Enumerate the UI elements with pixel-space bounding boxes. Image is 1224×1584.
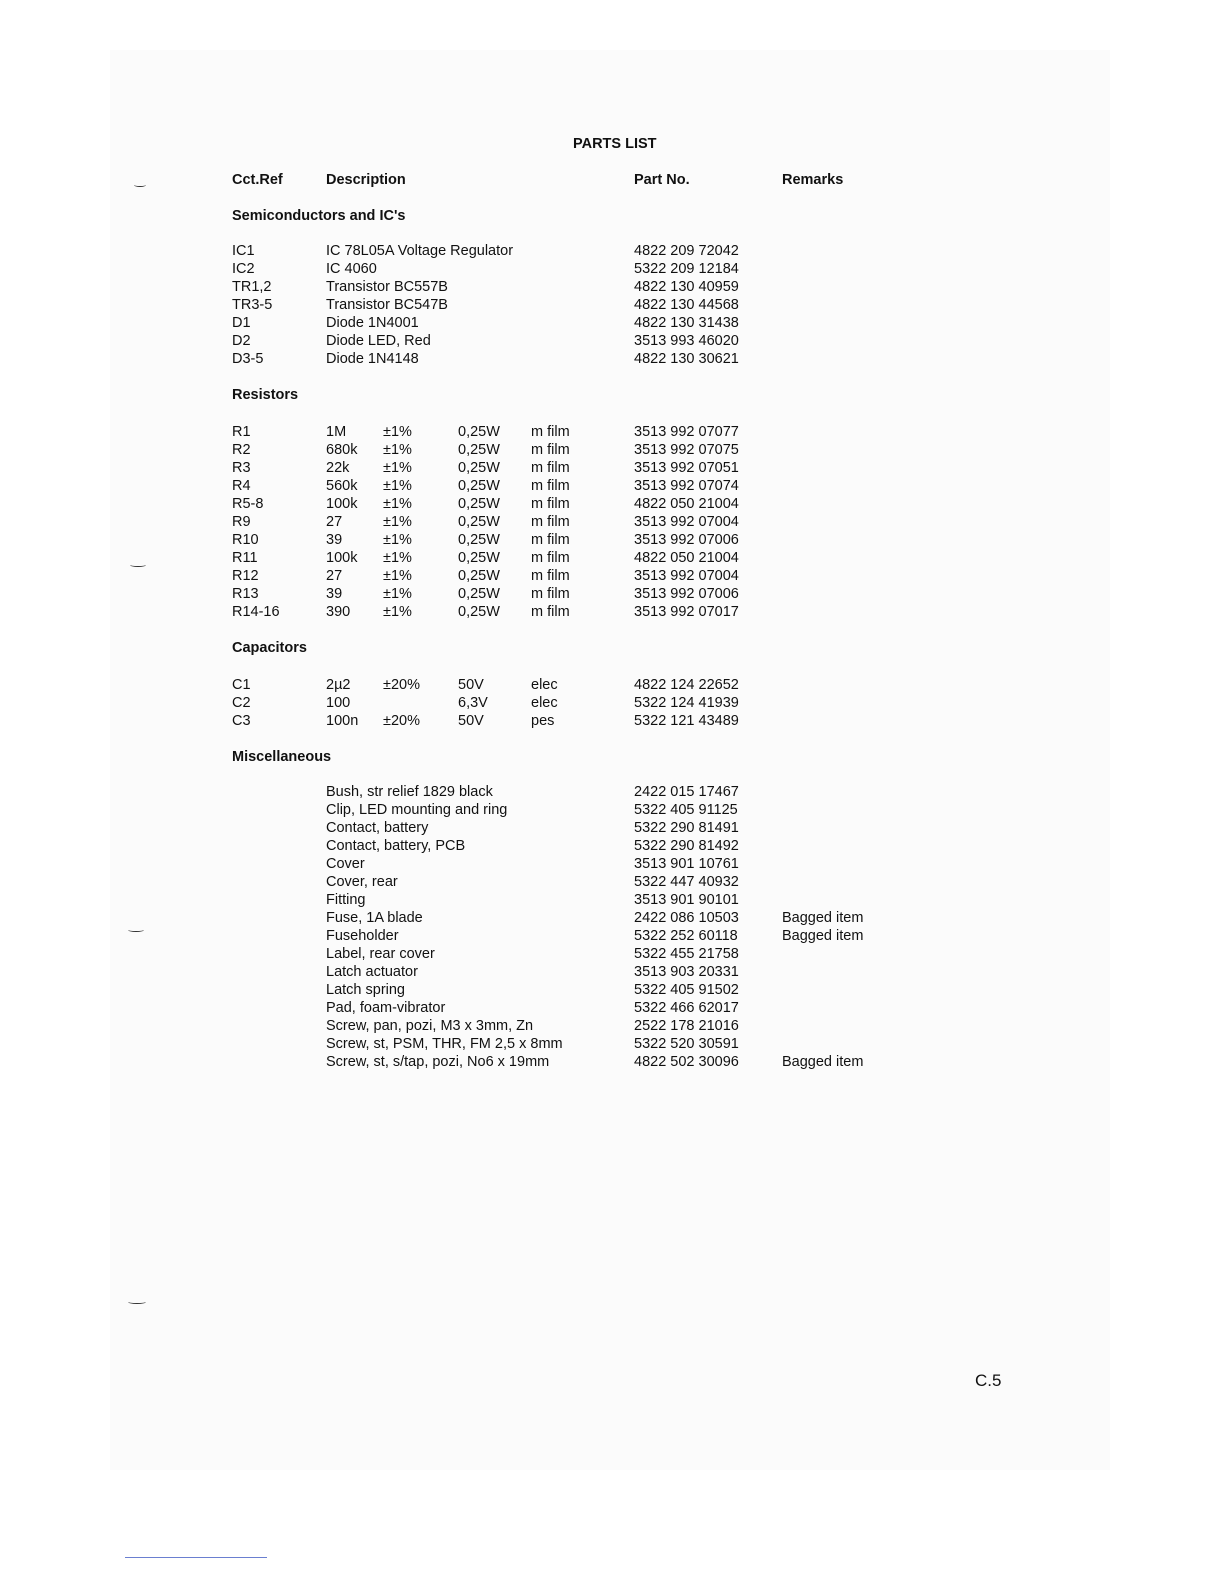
part-number: 3513 992 07006 (634, 532, 739, 548)
table-row (0, 567, 1224, 585)
table-row (0, 459, 1224, 477)
cct-ref: R10 (232, 532, 259, 548)
description: Transistor BC557B (326, 279, 448, 295)
table-row (0, 549, 1224, 567)
divider-line (125, 1557, 267, 1558)
cct-ref: R9 (232, 514, 251, 530)
cct-ref: R1 (232, 424, 251, 440)
part-number: 5322 520 30591 (634, 1036, 739, 1052)
description: Cover, rear (326, 874, 398, 890)
table-row (0, 350, 1224, 368)
component-type: m film (531, 604, 570, 620)
cct-ref: IC1 (232, 243, 255, 259)
value: 100 (326, 695, 351, 711)
value: 680k (326, 442, 358, 458)
description: Diode LED, Red (326, 333, 431, 349)
table-row (0, 242, 1224, 260)
table-row (0, 1035, 1224, 1053)
table-row (0, 676, 1224, 694)
tolerance: ±1% (383, 496, 412, 512)
component-type: m film (531, 478, 570, 494)
description: Contact, battery (326, 820, 429, 836)
description: Fuseholder (326, 928, 399, 944)
part-number: 3513 992 07075 (634, 442, 739, 458)
tolerance: ±1% (383, 604, 412, 620)
scan-mark (128, 1300, 146, 1304)
part-number: 4822 124 22652 (634, 677, 739, 693)
table-row (0, 873, 1224, 891)
table-row (0, 891, 1224, 909)
part-number: 5322 447 40932 (634, 874, 739, 890)
part-number: 3513 992 07004 (634, 568, 739, 584)
rating: 0,25W (458, 586, 500, 602)
rating: 50V (458, 713, 484, 729)
rating: 0,25W (458, 532, 500, 548)
table-row (0, 694, 1224, 712)
header-description: Description (326, 172, 406, 188)
cct-ref: C1 (232, 677, 251, 693)
table-row (0, 999, 1224, 1017)
value: 560k (326, 478, 358, 494)
rating: 0,25W (458, 604, 500, 620)
description: Fuse, 1A blade (326, 910, 423, 926)
value: 22k (326, 460, 350, 476)
header-part-no: Part No. (634, 172, 690, 188)
component-type: m film (531, 460, 570, 476)
value: 390 (326, 604, 351, 620)
cct-ref: R3 (232, 460, 251, 476)
table-row (0, 783, 1224, 801)
remarks: Bagged item (782, 1054, 864, 1070)
component-type: pes (531, 713, 555, 729)
rating: 0,25W (458, 514, 500, 530)
component-type: m film (531, 442, 570, 458)
component-type: m film (531, 586, 570, 602)
description: Diode 1N4148 (326, 351, 419, 367)
table-row (0, 531, 1224, 549)
description: Latch actuator (326, 964, 418, 980)
tolerance: ±1% (383, 532, 412, 548)
component-type: elec (531, 677, 558, 693)
description: Diode 1N4001 (326, 315, 419, 331)
part-number: 4822 130 40959 (634, 279, 739, 295)
part-number: 5322 466 62017 (634, 1000, 739, 1016)
table-row (0, 819, 1224, 837)
part-number: 3513 993 46020 (634, 333, 739, 349)
cct-ref: R14-16 (232, 604, 280, 620)
value: 100k (326, 550, 358, 566)
component-type: m film (531, 496, 570, 512)
part-number: 2422 015 17467 (634, 784, 739, 800)
remarks: Bagged item (782, 910, 864, 926)
description: IC 4060 (326, 261, 377, 277)
rating: 50V (458, 677, 484, 693)
rating: 0,25W (458, 424, 500, 440)
cct-ref: D2 (232, 333, 251, 349)
value: 2µ2 (326, 677, 351, 693)
section-title-resistors: Resistors (232, 387, 299, 403)
part-number: 3513 992 07017 (634, 604, 739, 620)
part-number: 3513 901 10761 (634, 856, 739, 872)
table-row (0, 855, 1224, 873)
part-number: 4822 130 30621 (634, 351, 739, 367)
value: 1M (326, 424, 347, 440)
part-number: 2522 178 21016 (634, 1018, 739, 1034)
description: Cover (326, 856, 365, 872)
table-row (0, 712, 1224, 730)
description: Clip, LED mounting and ring (326, 802, 508, 818)
cct-ref: R5-8 (232, 496, 264, 512)
description: Screw, pan, pozi, M3 x 3mm, Zn (326, 1018, 534, 1034)
table-row (0, 963, 1224, 981)
cct-ref: D1 (232, 315, 251, 331)
part-number: 3513 992 07006 (634, 586, 739, 602)
table-row (0, 981, 1224, 999)
description: Label, rear cover (326, 946, 435, 962)
description: Bush, str relief 1829 black (326, 784, 493, 800)
part-number: 3513 901 90101 (634, 892, 739, 908)
part-number: 5322 252 60118 (634, 928, 738, 944)
part-number: 3513 903 20331 (634, 964, 739, 980)
table-row (0, 927, 1224, 945)
part-number: 5322 405 91125 (634, 802, 738, 818)
part-number: 5322 455 21758 (634, 946, 739, 962)
remarks: Bagged item (782, 928, 864, 944)
table-row (0, 477, 1224, 495)
part-number: 4822 050 21004 (634, 496, 739, 512)
description: Contact, battery, PCB (326, 838, 466, 854)
header-cct-ref: Cct.Ref (232, 172, 283, 188)
value: 100k (326, 496, 358, 512)
part-number: 4822 209 72042 (634, 243, 739, 259)
part-number: 2422 086 10503 (634, 910, 739, 926)
part-number: 3513 992 07074 (634, 478, 739, 494)
cct-ref: R11 (232, 550, 258, 566)
description: Transistor BC547B (326, 297, 448, 313)
part-number: 5322 405 91502 (634, 982, 739, 998)
tolerance: ±1% (383, 550, 412, 566)
rating: 0,25W (458, 496, 500, 512)
table-row (0, 332, 1224, 350)
description: IC 78L05A Voltage Regulator (326, 243, 514, 259)
table-row (0, 296, 1224, 314)
tolerance: ±1% (383, 514, 412, 530)
table-row (0, 441, 1224, 459)
tolerance: ±1% (383, 568, 412, 584)
cct-ref: R13 (232, 586, 259, 602)
tolerance: ±1% (383, 478, 412, 494)
description: Screw, st, PSM, THR, FM 2,5 x 8mm (326, 1036, 563, 1052)
cct-ref: TR3-5 (232, 297, 273, 313)
section-title-capacitors: Capacitors (232, 640, 307, 656)
table-row (0, 585, 1224, 603)
component-type: m film (531, 568, 570, 584)
value: 100n (326, 713, 359, 729)
table-row (0, 278, 1224, 296)
table-row (0, 423, 1224, 441)
part-number: 5322 290 81492 (634, 838, 739, 854)
table-row (0, 603, 1224, 621)
table-row (0, 801, 1224, 819)
rating: 0,25W (458, 460, 500, 476)
table-row (0, 513, 1224, 531)
description: Pad, foam-vibrator (326, 1000, 446, 1016)
component-type: m film (531, 532, 570, 548)
header-remarks: Remarks (782, 172, 844, 188)
table-row (0, 1017, 1224, 1035)
part-number: 4822 130 44568 (634, 297, 739, 313)
part-number: 5322 121 43489 (634, 713, 739, 729)
section-title-miscellaneous: Miscellaneous (232, 749, 332, 765)
table-row (0, 1053, 1224, 1071)
table-row (0, 837, 1224, 855)
page-number: C.5 (975, 1371, 1002, 1390)
rating: 0,25W (458, 568, 500, 584)
tolerance: ±1% (383, 460, 412, 476)
rating: 0,25W (458, 442, 500, 458)
tolerance: ±20% (383, 677, 420, 693)
part-number: 3513 992 07077 (634, 424, 739, 440)
part-number: 4822 050 21004 (634, 550, 739, 566)
description: Latch spring (326, 982, 405, 998)
tolerance: ±1% (383, 424, 412, 440)
part-number: 4822 502 30096 (634, 1054, 739, 1070)
cct-ref: TR1,2 (232, 279, 272, 295)
component-type: elec (531, 695, 558, 711)
value: 39 (326, 586, 343, 602)
tolerance: ±20% (383, 713, 420, 729)
cct-ref: R4 (232, 478, 251, 494)
part-number: 3513 992 07051 (634, 460, 739, 476)
cct-ref: R12 (232, 568, 259, 584)
part-number: 3513 992 07004 (634, 514, 739, 530)
part-number: 5322 209 12184 (634, 261, 739, 277)
component-type: m film (531, 424, 570, 440)
cct-ref: IC2 (232, 261, 255, 277)
section-title-semiconductors: Semiconductors and IC's (232, 208, 406, 224)
value: 27 (326, 514, 343, 530)
rating: 0,25W (458, 478, 500, 494)
cct-ref: D3-5 (232, 351, 264, 367)
page-title: PARTS LIST (573, 136, 657, 152)
rating: 0,25W (458, 550, 500, 566)
description: Screw, st, s/tap, pozi, No6 x 19mm (326, 1054, 550, 1070)
description: Fitting (326, 892, 366, 908)
cct-ref: C2 (232, 695, 251, 711)
scan-mark (134, 183, 146, 187)
table-row (0, 314, 1224, 332)
cct-ref: C3 (232, 713, 251, 729)
tolerance: ±1% (383, 586, 412, 602)
table-row (0, 495, 1224, 513)
part-number: 5322 124 41939 (634, 695, 739, 711)
table-row (0, 909, 1224, 927)
cct-ref: R2 (232, 442, 251, 458)
tolerance: ±1% (383, 442, 412, 458)
part-number: 4822 130 31438 (634, 315, 739, 331)
rating: 6,3V (458, 695, 488, 711)
table-row (0, 945, 1224, 963)
value: 39 (326, 532, 343, 548)
table-row (0, 260, 1224, 278)
component-type: m film (531, 514, 570, 530)
component-type: m film (531, 550, 570, 566)
value: 27 (326, 568, 343, 584)
part-number: 5322 290 81491 (634, 820, 739, 836)
